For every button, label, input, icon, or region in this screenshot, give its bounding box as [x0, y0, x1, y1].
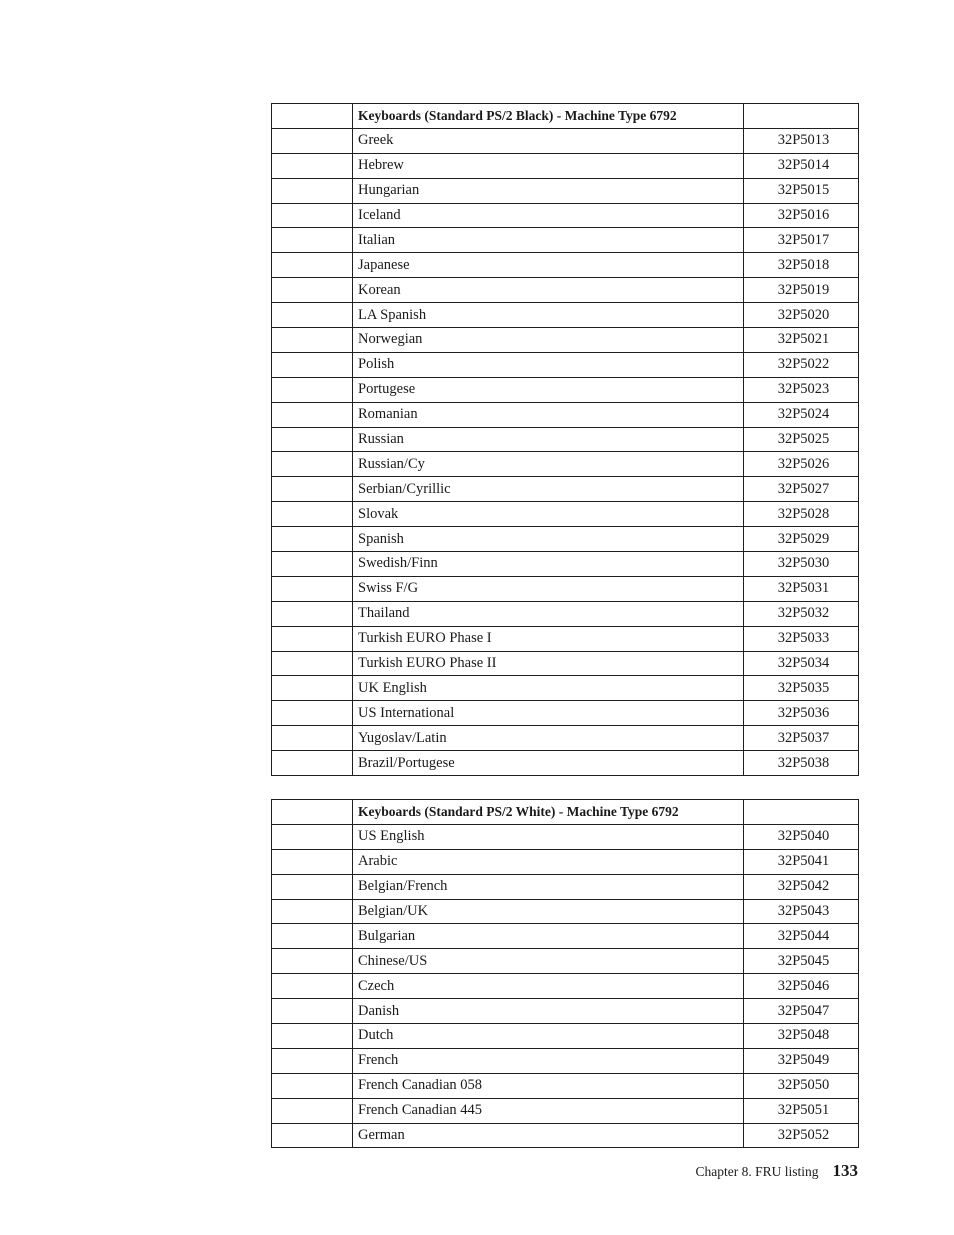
table-title: Keyboards (Standard PS/2 Black) - Machine Type 6792 — [353, 104, 744, 129]
index-cell — [272, 974, 353, 999]
fru-part-number-cell: 32P5040 — [744, 824, 859, 849]
table-row — [272, 601, 859, 626]
keyboard-language-cell: Japanese — [353, 253, 744, 278]
fru-part-number-cell: 32P5031 — [744, 576, 859, 601]
table-row — [272, 203, 859, 228]
table-row — [272, 128, 859, 153]
table-row — [272, 924, 859, 949]
table-row — [272, 751, 859, 776]
table-row — [272, 949, 859, 974]
index-cell — [272, 153, 353, 178]
keyboard-language-cell: US English — [353, 824, 744, 849]
index-cell — [272, 552, 353, 577]
keyboard-language-cell: Russian — [353, 427, 744, 452]
index-cell — [272, 477, 353, 502]
keyboard-language-cell: US International — [353, 701, 744, 726]
table-row — [272, 651, 859, 676]
table-row — [272, 626, 859, 651]
fru-part-number-cell: 32P5041 — [744, 849, 859, 874]
keyboard-language-cell: Spanish — [353, 527, 744, 552]
fru-part-number-cell: 32P5030 — [744, 552, 859, 577]
table-row — [272, 849, 859, 874]
keyboard-language-cell: Arabic — [353, 849, 744, 874]
keyboard-language-cell: Belgian/UK — [353, 899, 744, 924]
index-cell — [272, 651, 353, 676]
index-cell — [272, 1123, 353, 1148]
index-cell — [272, 800, 353, 825]
fru-part-number-cell: 32P5024 — [744, 402, 859, 427]
chapter-title: Chapter 8. FRU listing — [695, 1164, 819, 1179]
page-number: 133 — [832, 1161, 858, 1180]
keyboard-language-cell: Hebrew — [353, 153, 744, 178]
fru-part-number-cell: 32P5035 — [744, 676, 859, 701]
table-row — [272, 402, 859, 427]
table-row — [272, 527, 859, 552]
keyboard-language-cell: German — [353, 1123, 744, 1148]
index-cell — [272, 1098, 353, 1123]
index-cell — [272, 452, 353, 477]
fru-part-number-cell: 32P5019 — [744, 278, 859, 303]
table-row — [272, 352, 859, 377]
index-cell — [272, 104, 353, 129]
table-row — [272, 427, 859, 452]
index-cell — [272, 502, 353, 527]
index-cell — [272, 228, 353, 253]
index-cell — [272, 128, 353, 153]
keyboard-language-cell: Polish — [353, 352, 744, 377]
keyboard-language-cell: French Canadian 058 — [353, 1073, 744, 1098]
table-row — [272, 874, 859, 899]
fru-part-number-cell: 32P5026 — [744, 452, 859, 477]
keyboard-language-cell: Korean — [353, 278, 744, 303]
fru-part-number-cell: 32P5034 — [744, 651, 859, 676]
index-cell — [272, 726, 353, 751]
fru-part-number-cell: 32P5016 — [744, 203, 859, 228]
fru-part-number-cell: 32P5028 — [744, 502, 859, 527]
table-row — [272, 1123, 859, 1148]
table-row — [272, 726, 859, 751]
table-row — [272, 253, 859, 278]
page-footer — [695, 1161, 858, 1181]
table-row — [272, 502, 859, 527]
table-row — [272, 576, 859, 601]
table-row — [272, 1073, 859, 1098]
table-row — [272, 1098, 859, 1123]
fru-part-number-cell: 32P5023 — [744, 377, 859, 402]
fru-part-number-cell: 32P5032 — [744, 601, 859, 626]
table-row — [272, 228, 859, 253]
fru-part-number-cell: 32P5037 — [744, 726, 859, 751]
index-cell — [272, 701, 353, 726]
keyboard-language-cell: Iceland — [353, 203, 744, 228]
keyboard-language-cell: Turkish EURO Phase I — [353, 626, 744, 651]
index-cell — [272, 999, 353, 1024]
table-row — [272, 377, 859, 402]
index-cell — [272, 303, 353, 328]
keyboard-language-cell: French Canadian 445 — [353, 1098, 744, 1123]
index-cell — [272, 278, 353, 303]
index-cell — [272, 1024, 353, 1049]
index-cell — [272, 1073, 353, 1098]
keyboard-language-cell: Portugese — [353, 377, 744, 402]
table-row — [272, 477, 859, 502]
table-title: Keyboards (Standard PS/2 White) - Machine Type 6792 — [353, 800, 744, 825]
keyboard-language-cell: Swedish/Finn — [353, 552, 744, 577]
table-row — [272, 824, 859, 849]
table-row — [272, 701, 859, 726]
fru-part-number-cell: 32P5045 — [744, 949, 859, 974]
index-cell — [272, 402, 353, 427]
fru-header-cell — [744, 800, 859, 825]
keyboard-language-cell: Czech — [353, 974, 744, 999]
fru-part-number-cell: 32P5021 — [744, 328, 859, 353]
table-row — [272, 1024, 859, 1049]
table-header-row — [272, 800, 859, 825]
table-row — [272, 278, 859, 303]
index-cell — [272, 352, 353, 377]
index-cell — [272, 527, 353, 552]
keyboard-language-cell: Slovak — [353, 502, 744, 527]
fru-part-number-cell: 32P5042 — [744, 874, 859, 899]
index-cell — [272, 601, 353, 626]
keyboard-language-cell: Hungarian — [353, 178, 744, 203]
keyboard-language-cell: Serbian/Cyrillic — [353, 477, 744, 502]
index-cell — [272, 626, 353, 651]
table-row — [272, 452, 859, 477]
keyboard-language-cell: French — [353, 1048, 744, 1073]
fru-part-number-cell: 32P5033 — [744, 626, 859, 651]
index-cell — [272, 924, 353, 949]
index-cell — [272, 178, 353, 203]
keyboard-language-cell: Greek — [353, 128, 744, 153]
keyboard-language-cell: Romanian — [353, 402, 744, 427]
keyboard-language-cell: Brazil/Portugese — [353, 751, 744, 776]
fru-part-number-cell: 32P5043 — [744, 899, 859, 924]
table-row — [272, 552, 859, 577]
fru-part-number-cell: 32P5013 — [744, 128, 859, 153]
table-row — [272, 303, 859, 328]
fru-part-number-cell: 32P5038 — [744, 751, 859, 776]
fru-part-number-cell: 32P5027 — [744, 477, 859, 502]
fru-part-number-cell: 32P5047 — [744, 999, 859, 1024]
keyboard-language-cell: Danish — [353, 999, 744, 1024]
fru-part-number-cell: 32P5046 — [744, 974, 859, 999]
keyboard-language-cell: Chinese/US — [353, 949, 744, 974]
table-row — [272, 899, 859, 924]
keyboard-language-cell: LA Spanish — [353, 303, 744, 328]
keyboard-language-cell: Italian — [353, 228, 744, 253]
keyboard-language-cell: Bulgarian — [353, 924, 744, 949]
fru-part-number-cell: 32P5048 — [744, 1024, 859, 1049]
index-cell — [272, 824, 353, 849]
index-cell — [272, 253, 353, 278]
index-cell — [272, 328, 353, 353]
table-row — [272, 153, 859, 178]
fru-part-number-cell: 32P5049 — [744, 1048, 859, 1073]
index-cell — [272, 849, 353, 874]
fru-part-number-cell: 32P5018 — [744, 253, 859, 278]
table-row — [272, 1048, 859, 1073]
index-cell — [272, 377, 353, 402]
fru-part-number-cell: 32P5020 — [744, 303, 859, 328]
keyboard-language-cell: Dutch — [353, 1024, 744, 1049]
keyboard-language-cell: Swiss F/G — [353, 576, 744, 601]
table-row — [272, 676, 859, 701]
fru-part-number-cell: 32P5036 — [744, 701, 859, 726]
keyboard-language-cell: UK English — [353, 676, 744, 701]
fru-part-number-cell: 32P5029 — [744, 527, 859, 552]
index-cell — [272, 1048, 353, 1073]
keyboard-language-cell: Thailand — [353, 601, 744, 626]
fru-part-number-cell: 32P5025 — [744, 427, 859, 452]
fru-table-black-keyboards — [271, 103, 859, 776]
index-cell — [272, 874, 353, 899]
fru-part-number-cell: 32P5017 — [744, 228, 859, 253]
fru-header-cell — [744, 104, 859, 129]
table-row — [272, 999, 859, 1024]
index-cell — [272, 576, 353, 601]
index-cell — [272, 676, 353, 701]
index-cell — [272, 899, 353, 924]
fru-part-number-cell: 32P5044 — [744, 924, 859, 949]
fru-table-white-keyboards — [271, 799, 859, 1148]
fru-part-number-cell: 32P5022 — [744, 352, 859, 377]
table-header-row — [272, 104, 859, 129]
keyboard-language-cell: Russian/Cy — [353, 452, 744, 477]
keyboard-language-cell: Turkish EURO Phase II — [353, 651, 744, 676]
fru-part-number-cell: 32P5014 — [744, 153, 859, 178]
keyboard-language-cell: Norwegian — [353, 328, 744, 353]
table-row — [272, 974, 859, 999]
index-cell — [272, 427, 353, 452]
keyboard-language-cell: Belgian/French — [353, 874, 744, 899]
keyboard-language-cell: Yugoslav/Latin — [353, 726, 744, 751]
table-row — [272, 178, 859, 203]
table-row — [272, 328, 859, 353]
index-cell — [272, 751, 353, 776]
fru-part-number-cell: 32P5050 — [744, 1073, 859, 1098]
fru-part-number-cell: 32P5015 — [744, 178, 859, 203]
fru-part-number-cell: 32P5052 — [744, 1123, 859, 1148]
index-cell — [272, 203, 353, 228]
index-cell — [272, 949, 353, 974]
fru-part-number-cell: 32P5051 — [744, 1098, 859, 1123]
